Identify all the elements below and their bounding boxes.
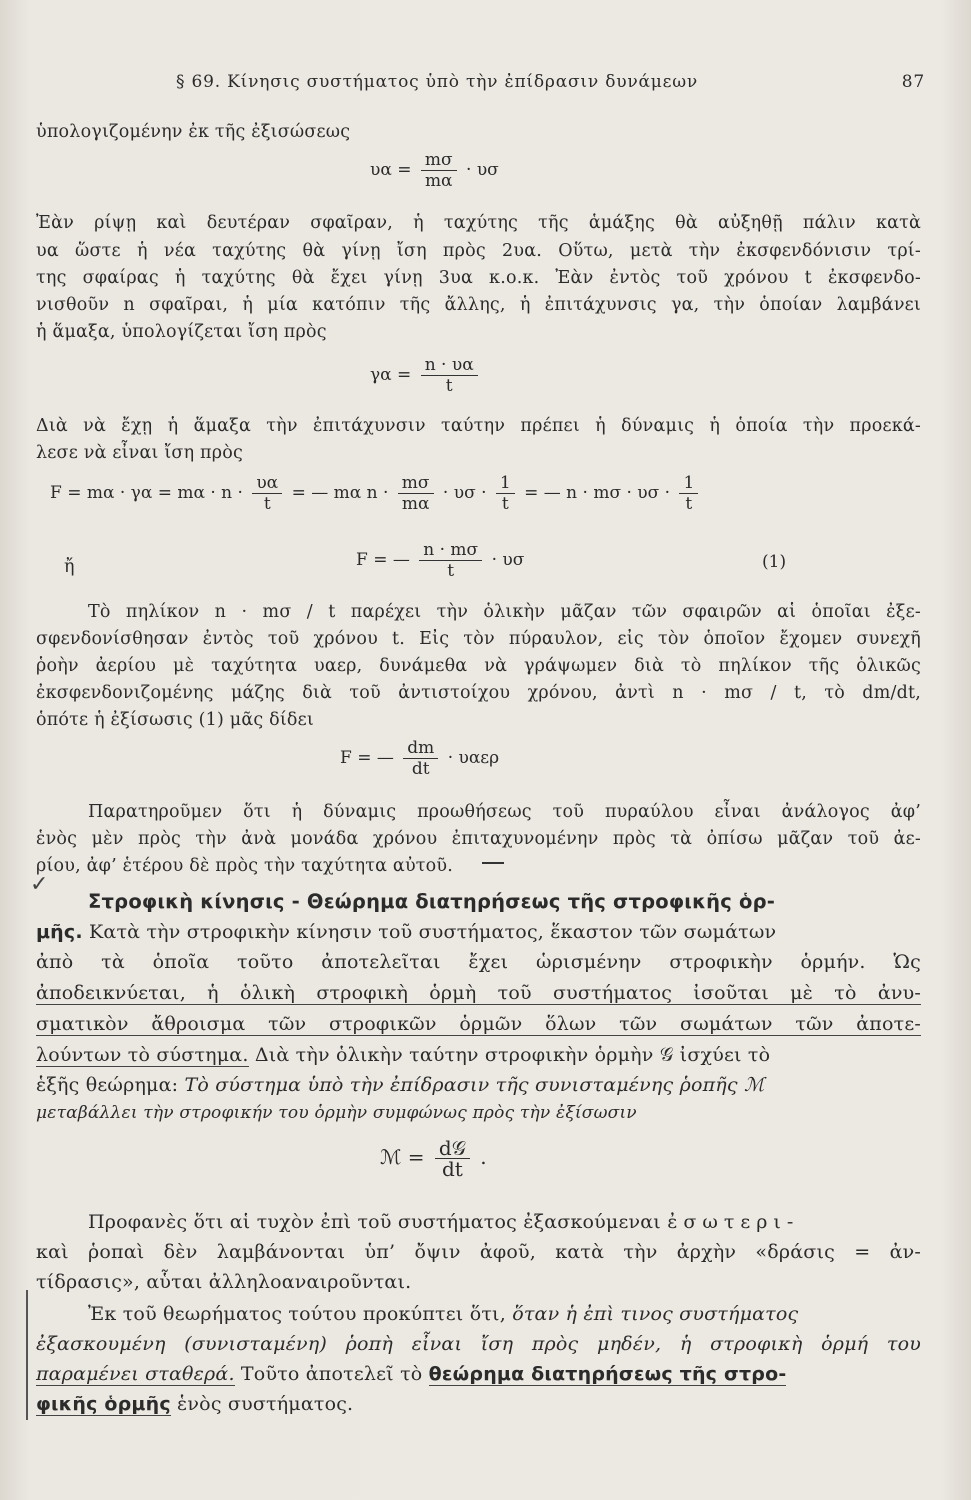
text-line: Ἐὰν ρίψῃ καὶ δευτέραν σφαῖραν, ἡ ταχύτης τῆς ἁμάξης θὰ αὐξηθῇ πάλιν κατὰ <box>36 213 921 233</box>
eq-lhs: γα = <box>370 365 412 385</box>
fraction <box>252 473 282 514</box>
running-header <box>176 72 925 92</box>
text-run: Τοῦτο ἀποτελεῖ τὸ <box>234 1363 429 1385</box>
heading-end: μῆς. <box>36 921 83 943</box>
text-line-underlined <box>36 1010 921 1038</box>
text-line <box>36 1041 921 1069</box>
text-line <box>88 1208 921 1236</box>
text-line: Τὸ πηλίκον n · mσ / t παρέχει τὴν ὁλικὴν μᾶζαν τῶν σφαιρῶν αἱ ὁποῖαι ἐξε- <box>88 602 921 622</box>
text-line: ἡ ἅμαξα, ὑπολογίζεται ἴση πρὸς <box>36 322 327 342</box>
equation-acceleration <box>370 355 482 396</box>
eq-lhs: F = — <box>356 550 410 570</box>
numerator: mσ <box>421 150 457 171</box>
text-line: νισθοῦν n σφαῖραι, ἡ μία κατόπιν τῆς ἄλλης, ἡ ἐπιτάχυνσις γα, τὴν ὁποίαν λαμβάνει <box>36 295 921 315</box>
text-line: καὶ ῥοπαὶ δὲν λαμβάνονται ὑπ’ ὄψιν ἀφοῦ, κατὰ τὴν ἀρχὴν «δράσις = ἀν- <box>36 1241 921 1263</box>
equation-force <box>356 540 524 581</box>
text-line: τίδρασις», αὗται ἀλληλοαναιροῦνται. <box>36 1271 412 1293</box>
fraction <box>496 473 515 514</box>
eq-tail: . <box>480 1145 487 1169</box>
text-line: ὑπολογιζομένην ἐκ τῆς ἐξισώσεως <box>36 122 351 142</box>
eq-tail: · υσ <box>491 550 525 570</box>
italic-text: Τὸ σύστημα ὑπὸ τὴν ἐπίδρασιν τῆς συνισταμένης ῥοπῆς ℳ <box>184 1074 765 1096</box>
bold-theorem-name: θεώρημα διατηρήσεως τῆς στρο- <box>428 1363 787 1385</box>
denominator: dt <box>441 1157 463 1181</box>
numerator: n · υα <box>421 355 478 376</box>
eq-part: = — n · mσ · υσ · <box>524 483 671 503</box>
text-run: ἑνὸς συστήματος. <box>170 1393 354 1415</box>
eq-part: · υσ · <box>442 483 487 503</box>
page-number: 87 <box>901 72 925 92</box>
equation-number: (1) <box>762 552 787 572</box>
eq-part: = — mα n · <box>291 483 389 503</box>
spaced-text: ἐσωτερι- <box>667 1211 800 1233</box>
text-run: Διὰ τὴν ὁλικὴν ταύτην στροφικὴν ὁρμὴν 𝒢 ἰσχύει τὸ <box>248 1044 771 1066</box>
text-line: ὁπότε ἡ ἐξίσωσις (1) μᾶς δίδει <box>36 710 314 730</box>
margin-pen-line <box>26 1290 28 1420</box>
section-heading: Στροφικὴ κίνησις - Θεώρημα διατηρήσεως τῆς στροφικῆς ὁρ- <box>88 890 776 913</box>
text-run: Προφανὲς ὅτι αἱ τυχὸν ἐπὶ τοῦ συστήματος ἐξασκούμεναι <box>88 1211 668 1233</box>
eq-tail: · υαερ <box>447 748 500 768</box>
denominator: t <box>445 376 453 396</box>
pen-dash-mark <box>482 862 504 864</box>
text-run: Κατὰ τὴν στροφικὴν κίνησιν τοῦ συστήματος, ἕκαστον τῶν σωμάτων <box>82 921 777 943</box>
denominator: mα <box>424 171 453 191</box>
fraction <box>421 150 457 191</box>
numerator: n · mσ <box>419 540 482 561</box>
text-line-or: ἤ <box>64 557 75 577</box>
fraction <box>403 738 438 779</box>
numerator: 1 <box>679 473 698 494</box>
equation-velocity <box>370 150 499 191</box>
numerator: 1 <box>496 473 515 494</box>
equation-force-derivation <box>50 473 702 514</box>
text-line: Διὰ νὰ ἔχῃ ἡ ἅμαξα τὴν ἐπιτάχυνσιν ταύτην πρέπει ἡ δύναμις ἡ ὁποία τὴν προεκά- <box>36 416 921 436</box>
eq-tail: · υσ <box>466 160 499 180</box>
section-title: § 69. Κίνησις συστήματος ὑπὸ τὴν ἐπίδρασιν δυνάμεων <box>176 72 699 92</box>
text-line <box>36 1360 921 1388</box>
numerator: dm <box>403 738 438 759</box>
equation-angular-momentum <box>380 1138 487 1179</box>
fraction <box>435 1138 470 1179</box>
text-line <box>88 1300 921 1328</box>
eq-part: F = mα · γα = mα · n · <box>50 483 243 503</box>
numerator: d𝒢 <box>435 1138 470 1159</box>
text-line: ρίου, ἀφ’ ἑτέρου δὲ πρὸς τὴν ταχύτητα αὐτοῦ. <box>36 856 453 876</box>
text-line-underlined <box>36 979 921 1007</box>
text-line: ἑνὸς μὲν πρὸς τὴν ἀνὰ μονάδα χρόνου ἐπιταχυνομένην πρὸς τὰ ὀπίσω μᾶζαν τοῦ ἀε- <box>36 829 921 849</box>
numerator: mσ <box>398 473 434 494</box>
underlined-text: ἀποδεικνύεται, ἡ ὁλικὴ στροφικὴ ὁρμὴ τοῦ συστήματος ἰσοῦται μὲ τὸ ἀνυ- <box>36 982 921 1004</box>
text-line-italic: μεταβάλλει τὴν στροφικήν του ὁρμὴν συμφώνως πρὸς τὴν ἐξίσωσιν <box>36 1103 637 1123</box>
denominator: t <box>447 561 455 581</box>
text-line: της σφαίρας ἡ ταχύτης θὰ ἔχει γίνῃ 3υα κ.ο.κ. Ἐὰν ἐντὸς τοῦ χρόνου t ἐκσφενδο- <box>36 268 921 288</box>
fraction <box>398 473 434 514</box>
text-line: υα ὥστε ἡ νέα ταχύτης θὰ γίνῃ ἴση πρὸς 2υα. Οὕτω, μετὰ τὴν ἐκσφενδόνισιν τρί- <box>36 241 921 261</box>
numerator: υα <box>252 473 282 494</box>
italic-text: ὅταν ἡ ἐπὶ τινος συστήματος <box>512 1303 799 1325</box>
text-line: Παρατηροῦμεν ὅτι ἡ δύναμις προωθήσεως τοῦ πυραύλου εἶναι ἀνάλογος ἀφ’ <box>88 802 921 822</box>
text-line: ἀπὸ τὰ ὁποῖα τοῦτο ἀποτελεῖται ἔχει ὡρισμένην στροφικὴν ὁρμήν. Ὡς <box>36 951 921 973</box>
fraction <box>419 540 482 581</box>
eq-lhs: ℳ = <box>380 1145 425 1169</box>
underlined-text: σματικὸν ἄθροισμα τῶν στροφικῶν ὁρμῶν ὅλων τῶν σωμάτων τῶν ἀποτε- <box>36 1013 921 1035</box>
text-line: λεσε νὰ εἶναι ἴση πρὸς <box>36 443 243 463</box>
equation-rocket-thrust <box>340 738 499 779</box>
eq-lhs: υα = <box>370 160 412 180</box>
text-line <box>36 1390 921 1418</box>
text-line <box>36 1071 921 1099</box>
fraction <box>679 473 698 514</box>
fraction <box>421 355 478 396</box>
denominator: t <box>685 494 693 514</box>
margin-check-mark: ✓ <box>30 872 49 897</box>
bold-theorem-name: φικῆς ὁρμῆς <box>36 1393 171 1415</box>
denominator: mα <box>401 494 430 514</box>
heading-line-2 <box>36 918 921 946</box>
text-line: ῥοὴν ἀερίου μὲ ταχύτητα υαερ, δυνάμεθα νὰ γράψωμεν διὰ τὸ πηλίκον τῆς ὁλικῶς <box>36 656 921 676</box>
eq-lhs: F = — <box>340 748 394 768</box>
underlined-text: λούντων τὸ σύστημα. <box>36 1044 249 1066</box>
text-run: ἑξῆς θεώρημα: <box>36 1074 185 1096</box>
italic-underlined-text: παραμένει σταθερά. <box>36 1363 235 1385</box>
text-line-italic: ἐξασκουμένη (συνισταμένη) ῥοπὴ εἶναι ἴση πρὸς μηδέν, ἡ στροφικὴ ὁρμή του <box>36 1333 921 1355</box>
text-line: ἐκσφενδονιζομένης μάζης διὰ τοῦ ἀντιστοίχου χρόνου, ἀντὶ n · mσ / t, τὸ dm/dt, <box>36 683 921 703</box>
denominator: t <box>501 494 509 514</box>
denominator: dt <box>411 759 430 779</box>
text-line: σφενδονίσθησαν ἐντὸς τοῦ χρόνου t. Εἰς τὸν πύραυλον, εἰς τὸν ὁποῖον ἔχομεν συνεχῆ <box>36 629 921 649</box>
denominator: t <box>263 494 271 514</box>
text-run: Ἐκ τοῦ θεωρήματος τούτου προκύπτει ὅτι, <box>88 1303 513 1325</box>
